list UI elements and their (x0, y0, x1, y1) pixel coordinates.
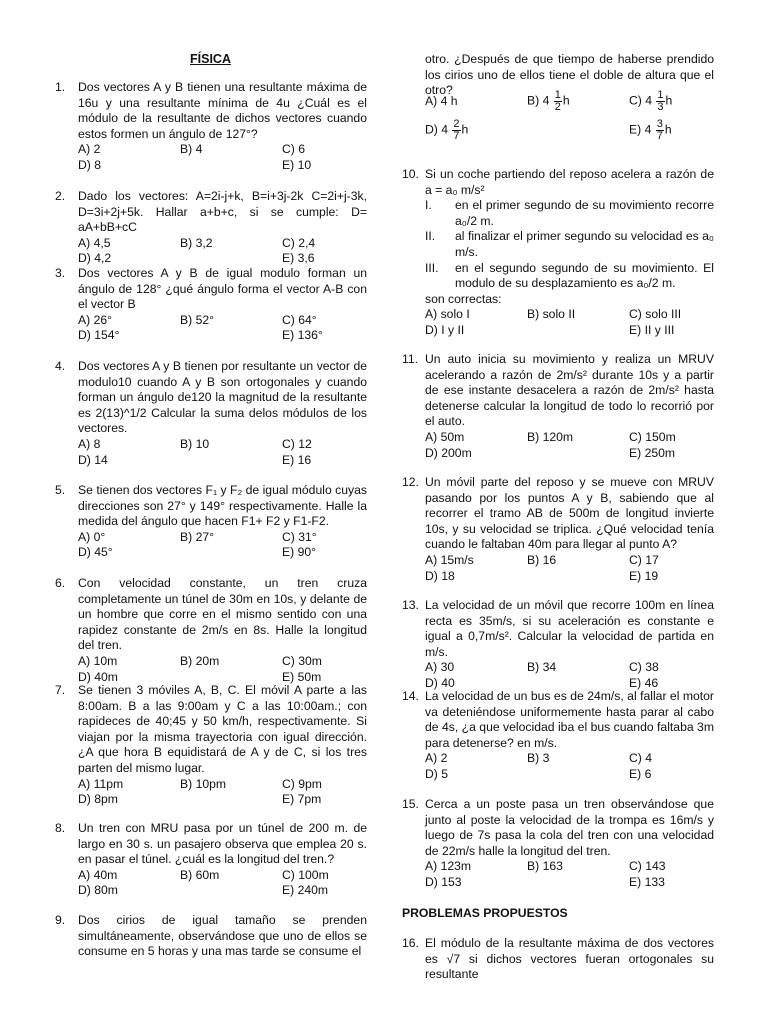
statement-2: II. al finalizar el primer segundo su velocidad es a₀ m/s. (425, 229, 714, 259)
question-number: 9. (55, 913, 66, 927)
statement-3: III. en el segundo segundo de su movimiento. El modulo de su desplazamiento es a₀/2 m. (425, 260, 714, 291)
question-number: 6. (55, 576, 66, 590)
statement-1: I. en el primer segundo de su movimiento recorre a₀/2 m. (425, 198, 714, 228)
question-number: 16. (402, 936, 419, 950)
question-number: 11. (402, 352, 419, 366)
option-blank (180, 328, 282, 344)
question-stem: Dos vectores A y B de igual modulo forman un ángulo de 128° ¿qué ángulo forma el vector A-B con el vector B (78, 266, 367, 312)
question-stem: Se tienen dos vectores F₁ y F₂ de igual módulo cuyas direcciones son 27° y 149° respectivamente. Halle la medida del ángulo que hacen F1+ F2 y F1-F2. (78, 483, 367, 529)
option-c: C) 4 (629, 751, 653, 766)
option-b: B) 52° (180, 312, 215, 327)
option-a: A) 4 h (425, 93, 458, 108)
answer-options (78, 654, 367, 685)
question-stem: Si un coche partiendo del reposo acelera a razón de a = a₀ m/s² (425, 167, 714, 197)
question-tail: son correctas: (425, 291, 502, 306)
question-9-options (402, 90, 714, 142)
option-c: C) 31° (282, 529, 317, 544)
option-blank (527, 875, 629, 891)
question-1 (55, 80, 367, 174)
option-d: D) 18 (425, 568, 455, 583)
option-b: B) 3,2 (180, 235, 213, 250)
question-stem: La velocidad de un bus es de 24m/s, al fallar el motor va deteniéndose uniformemente hasta parar al cabo de 4s, ¿a que velocidad iba el bus cuando faltaba 3m para detenerse? en m/s. (425, 689, 714, 750)
option-a: A) 8 (78, 436, 101, 451)
option-blank (527, 323, 629, 339)
option-e: E) 19 (629, 568, 659, 583)
option-e: E) 133 (629, 874, 665, 889)
option-d: D) 40m (78, 669, 118, 684)
question-number: 8. (55, 821, 66, 835)
option-e: E) 46 (629, 675, 659, 690)
question-number: 15. (402, 797, 419, 811)
option-a: A) 10m (78, 653, 118, 668)
option-c: C) 143 (629, 859, 666, 874)
question-6 (55, 576, 367, 685)
option-e: E) 16 (282, 452, 312, 467)
option-d: D) 40 (425, 675, 455, 690)
option-e: E) 6 (629, 766, 652, 781)
question-10 (402, 167, 714, 339)
option-blank (180, 883, 282, 899)
option-b: B) 3 (527, 751, 550, 766)
option-blank (180, 158, 282, 174)
question-stem: Un tren con MRU pasa por un túnel de 200 m. de largo en 30 s. un pasajero observa que emplea 20 s. en pasar el túnel. ¿cuál es la longitud del tren.? (78, 821, 367, 867)
question-13 (402, 598, 714, 692)
option-c: C) 64° (282, 312, 317, 327)
option-blank (527, 767, 629, 783)
option-a: A) 50m (425, 429, 465, 444)
option-e: E) 10 (282, 157, 312, 172)
option-c: C) 150m (629, 429, 676, 444)
option-e: E) 250m (629, 445, 676, 460)
option-b: B) solo II (527, 307, 576, 322)
option-d: D) 154° (78, 328, 120, 343)
option-e: E) 50m (282, 669, 322, 684)
question-stem: Cerca a un poste pasa un tren observándose que junto al poste la velocidad de la trompa es 16m/s y luego de 7s pasa la cola del tren con una velocidad de 22m/s halle la longitud del tren. (425, 797, 714, 858)
answer-options (78, 868, 367, 899)
option-c: C) 100m (282, 867, 329, 882)
question-number: 3. (55, 266, 66, 280)
question-5 (55, 483, 367, 561)
question-stem: Un auto inicia su movimiento y realiza un MRUV acelerando a razón de 2m/s² durante 10s y a partir de ese instante desacelera a razón de 2m/s² hasta detenerse calcular la longitud de todo lo recorrió por el auto. (425, 352, 714, 429)
option-c: C) 6 (282, 142, 306, 157)
answer-options (425, 307, 714, 338)
option-d: D) 8 (78, 157, 102, 172)
question-number: 10. (402, 167, 419, 181)
option-a: A) 11pm (78, 776, 124, 791)
question-16 (402, 936, 714, 983)
question-2 (55, 189, 367, 267)
option-a: A) 0° (78, 529, 106, 544)
option-c: C) solo III (629, 307, 682, 322)
option-e: E) 3,6 (282, 251, 315, 266)
question-number: 12. (402, 475, 419, 489)
option-b: B) 4 (180, 142, 203, 157)
answer-options (78, 777, 367, 808)
question-number: 5. (55, 483, 66, 497)
option-e: E) 4 $\frac{3}{7}$ h (629, 118, 672, 142)
option-b: B) 34 (527, 660, 557, 675)
option-b: B) 27° (180, 529, 215, 544)
question-stem: Dado los vectores: A=2i-j+k, B=i+3j-2k C=2i+j-3k, D=3i+2j+5k. Hallar a+b+c, si se cumple: D= aA+bB+cC (78, 189, 367, 235)
option-a: A) 2 (78, 142, 101, 157)
option-c: C) 12 (282, 436, 312, 451)
option-c: C) 38 (629, 660, 659, 675)
option-c: C) 9pm (282, 776, 322, 791)
question-stem-continued: otro. ¿Después de que tiempo de haberse prendido los cirios uno de ellos tiene el doble de altura que el otro? (425, 52, 714, 98)
option-b: B) 120m (527, 429, 574, 444)
question-stem: El módulo de la resultante máxima de dos vectores es √7 si dichos vectores fueran ortogonales su resultante (425, 936, 714, 982)
option-a: A) solo I (425, 307, 470, 322)
question-12 (402, 475, 714, 584)
question-stem: Dos cirios de igual tamaño se prenden simultáneamente, observándose que uno de ellos se consume en 5 horas y una mas tarde se consume el (78, 913, 367, 959)
question-8 (55, 821, 367, 899)
option-d: D) 5 (425, 766, 449, 781)
option-d: D) 4,2 (78, 251, 112, 266)
option-d: D) 14 (78, 452, 108, 467)
option-d: D) I y II (425, 322, 465, 337)
answer-options (425, 553, 714, 584)
option-c: C) 30m (282, 653, 322, 668)
option-d: D) 4 $\frac{2}{7}$ h (425, 118, 469, 142)
option-b: B) 4 $\frac{1}{2}$ h (527, 89, 570, 113)
option-b: B) 10pm (180, 776, 227, 791)
answer-options (78, 437, 367, 468)
option-blank (180, 545, 282, 561)
option-d: D) 80m (78, 883, 118, 898)
question-stem: Con velocidad constante, un tren cruza completamente un túnel de 30m en 10s, y delante de un hombre que corre en el mismo sentido con una rapidez constante de 2m/s en 8s. Halle la longitud del tren. (78, 576, 367, 653)
question-stem: Se tienen 3 móviles A, B, C. El móvil A parte a las 8:00am. B a las 9:00am y C a las 10:00am.; con rapideces de 40;45 y 50 km/h, respectivamente. Si viajan por la misma trayectoria con igual dirección. ¿A que hora B equidistará de A y de C, si los tres parten del mismo lugar. (78, 683, 367, 775)
question-3 (55, 266, 367, 344)
option-b: B) 163 (527, 859, 563, 874)
question-15 (402, 797, 714, 891)
question-4 (55, 359, 367, 468)
question-number: 4. (55, 359, 66, 373)
option-a: A) 123m (425, 859, 472, 874)
section-heading: PROBLEMAS PROPUESTOS (402, 906, 568, 920)
option-e: E) II y III (629, 322, 675, 337)
answer-options (78, 530, 367, 561)
answer-options (78, 142, 367, 173)
option-c: C) 4 $\frac{1}{3}$ h (629, 89, 673, 113)
answer-options (425, 751, 714, 782)
option-c: C) 17 (629, 552, 659, 567)
question-stem: Un móvil parte del reposo y se mueve con MRUV pasando por los puntos A y B, sabiendo que al recorrer el tramo AB de 500m de longitud invierte 10s, y su velocidad se triplica. ¿Qué velocidad tenía cuando le faltaban 40m para llegar al punto A? (425, 475, 714, 552)
page-title: FÍSICA (190, 52, 231, 66)
option-b: B) 20m (180, 653, 220, 668)
answer-options (78, 313, 367, 344)
answer-options (425, 430, 714, 461)
question-number: 1. (55, 80, 66, 94)
option-e: E) 90° (282, 545, 317, 560)
option-d: D) 8pm (78, 792, 118, 807)
option-e: E) 7pm (282, 792, 322, 807)
answer-options (425, 859, 714, 890)
option-d: D) 200m (425, 445, 472, 460)
option-d: D) 45° (78, 545, 113, 560)
option-blank (180, 453, 282, 469)
option-blank (527, 446, 629, 462)
question-stem: La velocidad de un móvil que recorre 100m en línea recta es 35m/s, si su aceleración es constante e igual a 0,7m/s². Calcular la velocidad de partida en m/s. (425, 598, 714, 659)
option-b: B) 16 (527, 552, 557, 567)
option-blank (180, 792, 282, 808)
question-number: 14. (402, 689, 419, 703)
option-a: A) 2 (425, 751, 448, 766)
question-7 (55, 683, 367, 808)
question-stem: Dos vectores A y B tienen una resultante máxima de 16u y una resultante mínima de 4u ¿Cuál es el módulo de la resultante de dichos vectores cuando estos formen un ángulo de 127°? (78, 80, 367, 141)
option-e: E) 240m (282, 883, 329, 898)
option-a: A) 30 (425, 660, 455, 675)
question-number: 13. (402, 598, 419, 612)
answer-options (425, 660, 714, 691)
question-number: 7. (55, 683, 66, 697)
option-blank (527, 569, 629, 585)
option-a: A) 40m (78, 867, 118, 882)
option-b: B) 60m (180, 867, 220, 882)
option-a: A) 4,5 (78, 235, 111, 250)
question-14 (402, 689, 714, 783)
option-e: E) 136° (282, 328, 323, 343)
option-c: C) 2,4 (282, 235, 316, 250)
option-a: A) 15m/s (425, 552, 474, 567)
option-blank (180, 251, 282, 267)
option-a: A) 26° (78, 312, 113, 327)
option-d: D) 153 (425, 874, 462, 889)
question-9-part1 (55, 913, 367, 1023)
option-b: B) 10 (180, 436, 210, 451)
question-number: 2. (55, 189, 66, 203)
question-stem: Dos vectores A y B tienen por resultante un vector de modulo10 cuando A y B son ortogonales y cuando forman un ángulo de120 la magnitud de la resultante es 2(13)^1/2 Calcular la suma delos módulos de los vectores. (78, 359, 367, 436)
answer-options (78, 236, 367, 267)
question-11 (402, 352, 714, 461)
